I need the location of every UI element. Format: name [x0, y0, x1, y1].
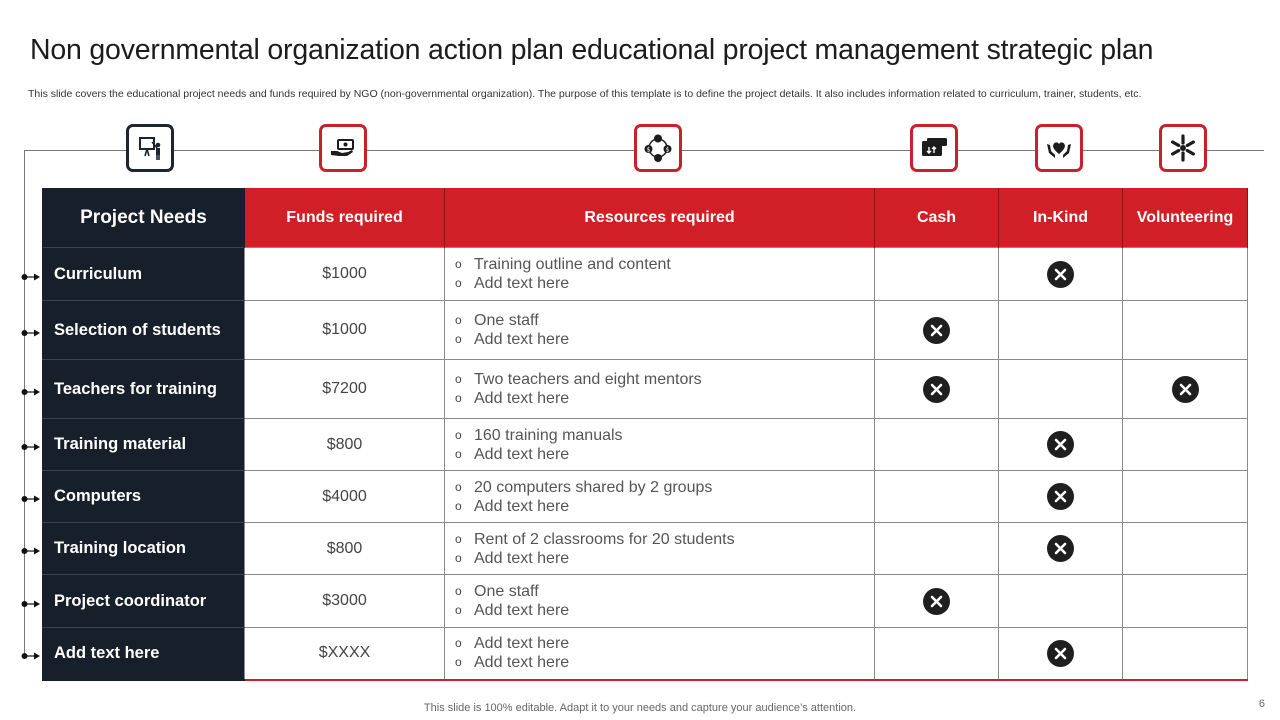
svg-text:$: $	[646, 146, 651, 154]
presentation-icon	[126, 124, 174, 172]
slide-subtitle: This slide covers the educational project needs and funds required by NGO (non-governmental organization). The purpose of this template is to define the project details. It also includes information related to curriculum, trainer, students, etc.	[28, 88, 1142, 100]
project-need-cell: Curriculum	[43, 248, 245, 301]
volunteering-cell	[1123, 628, 1248, 680]
hand-money-icon	[319, 124, 367, 172]
cash-cell	[875, 301, 999, 360]
bullet-icon: o	[455, 276, 462, 290]
resources-cell	[445, 248, 875, 301]
resource-item	[455, 389, 874, 408]
funds-cell: $800	[245, 419, 445, 471]
bullet-icon: o	[455, 372, 462, 386]
resource-item	[455, 426, 874, 445]
cash-cell	[875, 471, 999, 523]
bullet-icon: o	[455, 603, 462, 617]
cash-cell	[875, 360, 999, 419]
resource-item	[455, 634, 874, 653]
funds-cell: $XXXX	[245, 628, 445, 680]
resource-text: Two teachers and eight mentors	[474, 371, 702, 388]
table-row	[43, 523, 1248, 575]
slide-title: Non governmental organization action plan educational project management strategic plan	[30, 34, 1154, 66]
bullet-icon: o	[455, 257, 462, 271]
cash-cell	[875, 419, 999, 471]
funds-cell: $1000	[245, 248, 445, 301]
inkind-cell	[999, 301, 1123, 360]
bullet-icon: o	[455, 550, 462, 565]
inkind-cell	[999, 523, 1123, 575]
row-connector-arrow	[21, 384, 42, 394]
resource-item	[455, 445, 874, 464]
page-number: 6	[1258, 698, 1265, 710]
resource-item	[455, 497, 874, 516]
hands-circle-icon	[1159, 124, 1207, 172]
x-circle-icon	[923, 376, 950, 403]
column-header-inkind: In-Kind	[999, 188, 1123, 248]
resource-text: One staff	[474, 312, 539, 329]
volunteering-cell	[1123, 248, 1248, 301]
volunteering-cell	[1123, 523, 1248, 575]
resources-cell	[445, 419, 875, 471]
x-circle-icon	[923, 317, 950, 344]
bullet-icon: o	[455, 391, 462, 405]
resources-cell	[445, 523, 875, 575]
table-row	[43, 248, 1248, 301]
inkind-cell	[999, 248, 1123, 301]
volunteering-cell	[1123, 471, 1248, 523]
project-need-cell: Project coordinator	[43, 575, 245, 628]
resources-cell	[445, 301, 875, 360]
table-row	[43, 575, 1248, 628]
row-connector-line	[24, 150, 25, 655]
resource-text: 20 computers shared by 2 groups	[474, 478, 713, 496]
resource-text: Add text here	[474, 445, 570, 463]
bullet-icon: o	[455, 313, 462, 327]
resource-item	[455, 582, 874, 601]
x-circle-icon	[1172, 376, 1199, 403]
row-connector-arrow	[21, 325, 42, 335]
resource-text: 160 training manuals	[474, 426, 623, 444]
funds-cell: $3000	[245, 575, 445, 628]
project-needs-table	[42, 188, 1248, 681]
cash-cell	[875, 248, 999, 301]
resource-text: Add text here	[474, 331, 570, 348]
x-circle-icon	[1047, 483, 1074, 510]
inkind-cell	[999, 360, 1123, 419]
resource-text: Add text here	[474, 635, 570, 653]
bullet-icon: o	[455, 531, 462, 546]
bullet-icon: o	[455, 584, 462, 598]
bullet-icon: o	[455, 332, 462, 346]
cash-cell	[875, 628, 999, 680]
resources-cell	[445, 360, 875, 419]
bullet-icon: o	[455, 636, 462, 651]
row-connector-arrow	[21, 596, 42, 606]
project-need-cell: Add text here	[43, 628, 245, 680]
svg-text:$: $	[665, 146, 670, 154]
funds-cell: $1000	[245, 301, 445, 360]
table-body	[43, 248, 1248, 680]
project-need-cell: Training location	[43, 523, 245, 575]
resources-cell	[445, 575, 875, 628]
bullet-icon: o	[455, 498, 462, 513]
resource-item	[455, 530, 874, 549]
row-connector-arrow	[21, 439, 42, 449]
funds-cell: $7200	[245, 360, 445, 419]
table-row	[43, 301, 1248, 360]
row-connector-arrow	[21, 491, 42, 501]
resource-text: Add text here	[474, 602, 570, 619]
column-header-volunteering: Volunteering	[1123, 188, 1248, 248]
project-need-cell: Teachers for training	[43, 360, 245, 419]
network-money-icon	[634, 124, 682, 172]
resources-cell	[445, 628, 875, 680]
resource-text: Add text here	[474, 654, 570, 672]
inkind-cell	[999, 628, 1123, 680]
volunteering-cell	[1123, 360, 1248, 419]
row-connector-arrow	[21, 543, 42, 553]
resource-item	[455, 370, 874, 389]
volunteering-cell	[1123, 575, 1248, 628]
funds-cell: $800	[245, 523, 445, 575]
resources-cell	[445, 471, 875, 523]
resource-item	[455, 255, 874, 274]
x-circle-icon	[1047, 431, 1074, 458]
resource-item	[455, 274, 874, 293]
inkind-cell	[999, 419, 1123, 471]
resource-item	[455, 311, 874, 330]
cash-transfer-icon	[910, 124, 958, 172]
resource-text: Add text here	[474, 275, 570, 292]
table-row	[43, 471, 1248, 523]
x-circle-icon	[1047, 535, 1074, 562]
resource-text: Add text here	[474, 549, 570, 567]
project-need-cell: Computers	[43, 471, 245, 523]
column-header-funds: Funds required	[245, 188, 445, 248]
column-header-resources: Resources required	[445, 188, 875, 248]
column-header-cash: Cash	[875, 188, 999, 248]
funds-cell: $4000	[245, 471, 445, 523]
table-row	[43, 419, 1248, 471]
table-row	[43, 360, 1248, 419]
bullet-icon: o	[455, 427, 462, 442]
heart-hands-icon	[1035, 124, 1083, 172]
table-row	[43, 628, 1248, 680]
inkind-cell	[999, 575, 1123, 628]
bullet-icon: o	[455, 655, 462, 670]
resource-text: Rent of 2 classrooms for 20 students	[474, 530, 735, 548]
volunteering-cell	[1123, 419, 1248, 471]
inkind-cell	[999, 471, 1123, 523]
x-circle-icon	[1047, 640, 1074, 667]
cash-cell	[875, 523, 999, 575]
column-header-project-needs: Project Needs	[43, 188, 245, 248]
resource-text: Add text here	[474, 390, 570, 407]
resource-item	[455, 549, 874, 568]
cash-cell	[875, 575, 999, 628]
row-connector-arrow	[21, 269, 42, 279]
resource-text: Training outline and content	[474, 256, 671, 273]
x-circle-icon	[1047, 261, 1074, 288]
volunteering-cell	[1123, 301, 1248, 360]
table-header-row	[43, 188, 1248, 248]
bullet-icon: o	[455, 446, 462, 461]
footer-note: This slide is 100% editable. Adapt it to your needs and capture your audience’s attention.	[423, 702, 857, 714]
resource-text: One staff	[474, 583, 539, 600]
project-need-cell: Selection of students	[43, 301, 245, 360]
resource-text: Add text here	[474, 497, 570, 515]
resource-item	[455, 653, 874, 672]
resource-item	[455, 478, 874, 497]
resource-item	[455, 601, 874, 620]
project-need-cell: Training material	[43, 419, 245, 471]
x-circle-icon	[923, 588, 950, 615]
bullet-icon: o	[455, 479, 462, 494]
resource-item	[455, 330, 874, 349]
row-connector-arrow	[21, 648, 42, 658]
